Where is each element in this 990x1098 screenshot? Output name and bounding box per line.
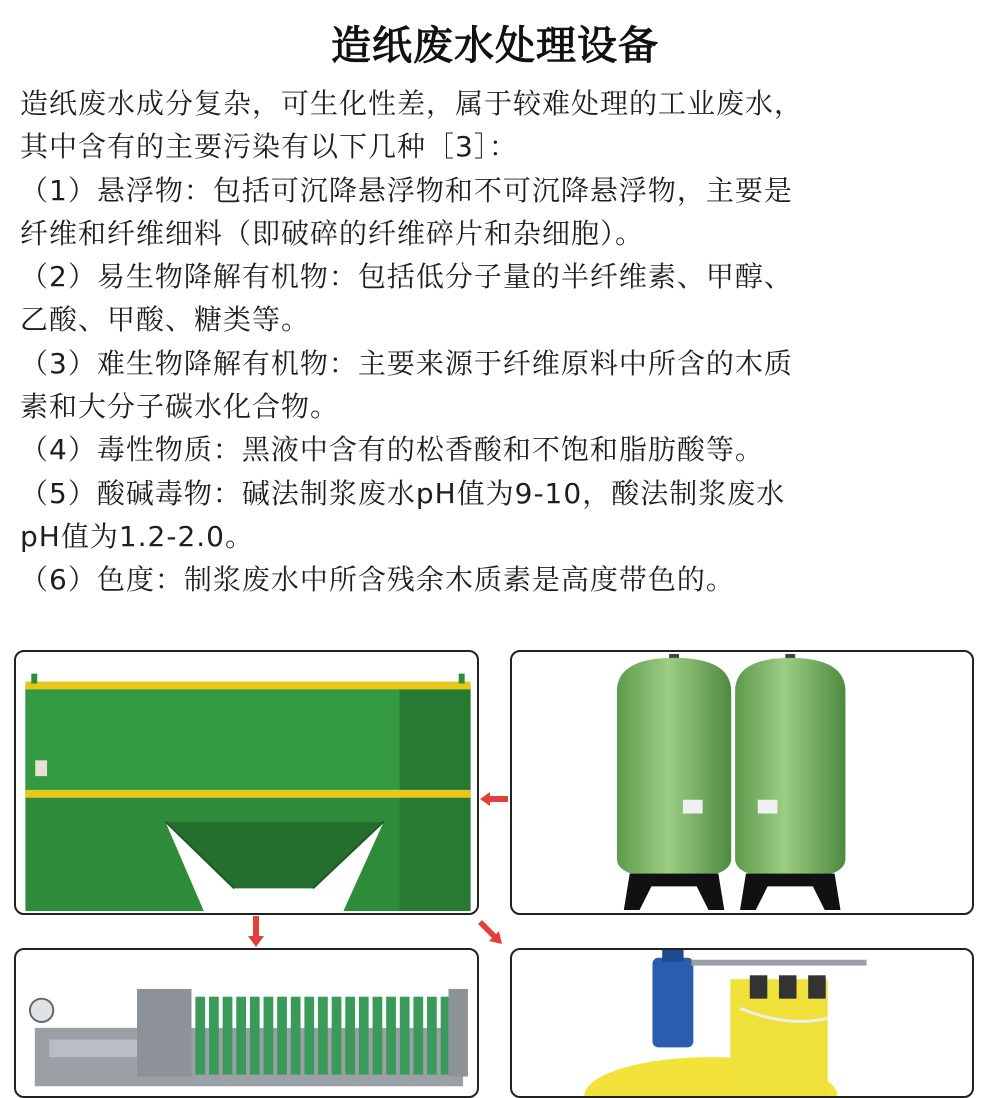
filter-press-drawing <box>16 950 477 1096</box>
body-text <box>20 82 975 602</box>
arrow-left-icon <box>480 790 510 808</box>
paragraph-line: （5）酸碱毒物：碱法制浆废水pH值为9-10，酸法制浆废水 <box>20 476 786 510</box>
dosing-device-image <box>510 948 974 1098</box>
paragraph-line: pH值为1.2-2.0。 <box>20 519 254 553</box>
paragraph-line: （2）易生物降解有机物：包括低分子量的半纤维素、甲醇、 <box>20 260 793 294</box>
arrow-diagonal-icon <box>476 918 504 946</box>
dosing-device-drawing <box>512 950 972 1096</box>
sedimentation-tank-drawing <box>16 652 477 913</box>
paragraph-line: （3）难生物降解有机物：主要来源于纤维原料中所含的木质 <box>20 346 793 380</box>
sedimentation-tank-image <box>14 650 479 915</box>
paragraph-line: 素和大分子碳水化合物。 <box>20 390 340 424</box>
paragraph-line: （1）悬浮物：包括可沉降悬浮物和不可沉降悬浮物，主要是 <box>20 173 793 207</box>
paragraph-line: 造纸废水成分复杂，可生化性差，属于较难处理的工业废水， <box>20 87 804 120</box>
filter-vessels-drawing <box>512 652 972 913</box>
filter-press-image <box>14 948 479 1098</box>
page-title: 造纸废水处理设备 <box>331 23 659 69</box>
paragraph-line: （4）毒性物质：黑液中含有的松香酸和不饱和脂肪酸等。 <box>20 433 764 467</box>
paragraph-line: （6）色度：制浆废水中所含残余木质素是高度带色的。 <box>20 563 735 597</box>
paragraph-line: 纤维和纤维细料（即破碎的纤维碎片和杂细胞）。 <box>20 216 645 250</box>
arrow-down-icon <box>246 916 266 948</box>
paragraph-line: 其中含有的主要污染有以下几种［3］： <box>20 130 518 164</box>
paragraph-line: 乙酸、甲酸、糖类等。 <box>20 303 311 337</box>
filter-vessels-image <box>510 650 974 915</box>
